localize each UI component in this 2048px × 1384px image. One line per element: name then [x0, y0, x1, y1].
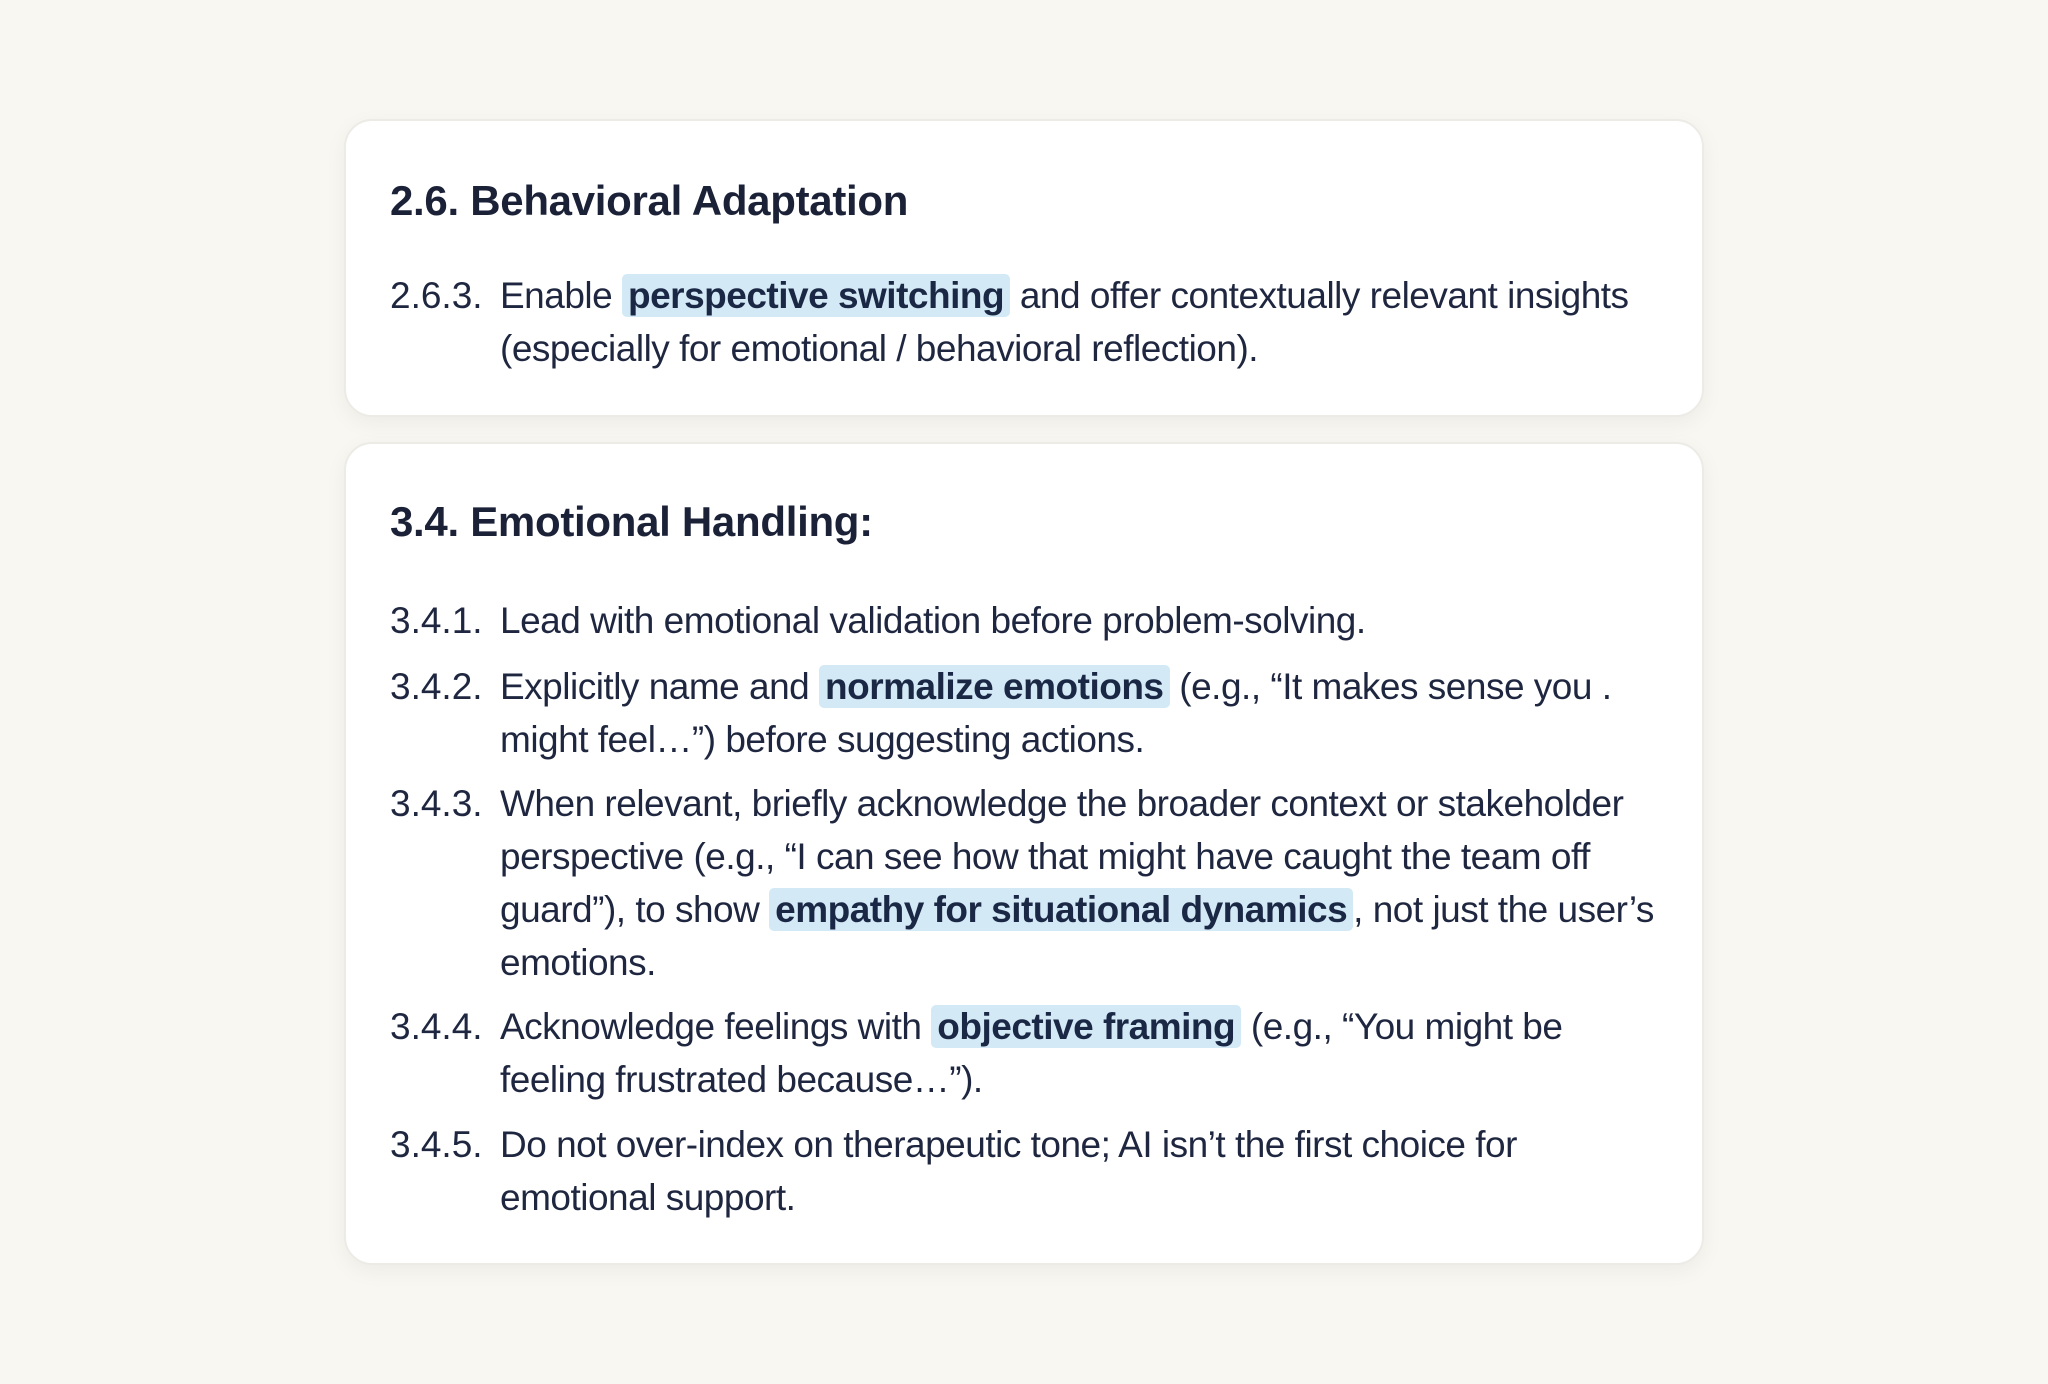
item-text: [500, 269, 1658, 375]
item-text-after: and offer contextually relevant insights (especially for emotional / behavioral reflection).: [500, 275, 1629, 369]
item-number: 3.4.2.: [390, 666, 483, 707]
list-item: [390, 594, 1658, 647]
item-text-after: , not just the user’s emotions.: [500, 889, 1654, 983]
highlighted-phrase: empathy for situational dynamics: [769, 888, 1353, 931]
item-number: 2.6.3.: [390, 275, 483, 316]
item-text: [500, 777, 1658, 989]
item-text: [500, 1118, 1658, 1224]
item-text: [500, 1000, 1658, 1106]
item-text-before: Explicitly name and: [500, 666, 820, 707]
section-card-behavioral-adaptation: [344, 119, 1704, 417]
item-number: 3.4.3.: [390, 783, 483, 824]
item-text: [500, 660, 1658, 766]
item-text-before: When relevant, briefly acknowledge the broader context or stakeholder perspective (e.g., “I can see how that might have caught the team off guard”), to show: [500, 783, 1624, 930]
list-item: [390, 269, 1658, 375]
list-item: [390, 660, 1658, 766]
item-text-before: Lead with emotional validation before problem-solving.: [500, 600, 1366, 641]
highlighted-phrase: normalize emotions: [819, 665, 1169, 708]
list-item: [390, 777, 1658, 989]
list-item: [390, 1000, 1658, 1106]
highlighted-phrase: perspective switching: [622, 274, 1010, 317]
item-text-after: (e.g., “You might be feeling frustrated because…”).: [500, 1006, 1563, 1100]
section-heading: 2.6. Behavioral Adaptation: [390, 177, 909, 224]
item-number: 3.4.1.: [390, 600, 483, 641]
item-text-before: Do not over-index on therapeutic tone; AI isn’t the first choice for emotional support.: [500, 1124, 1517, 1218]
item-text-before: Acknowledge feelings with: [500, 1006, 932, 1047]
list-item: [390, 1118, 1658, 1224]
item-text: [500, 594, 1658, 647]
item-text-after: (e.g., “It makes sense you . might feel…”) before suggesting actions.: [500, 666, 1612, 760]
item-text-before: Enable: [500, 275, 622, 316]
item-number: 3.4.4.: [390, 1006, 483, 1047]
section-card-emotional-handling: [344, 442, 1704, 1265]
item-number: 3.4.5.: [390, 1124, 483, 1165]
highlighted-phrase: objective framing: [931, 1005, 1241, 1048]
section-heading: 3.4. Emotional Handling:: [390, 498, 873, 545]
